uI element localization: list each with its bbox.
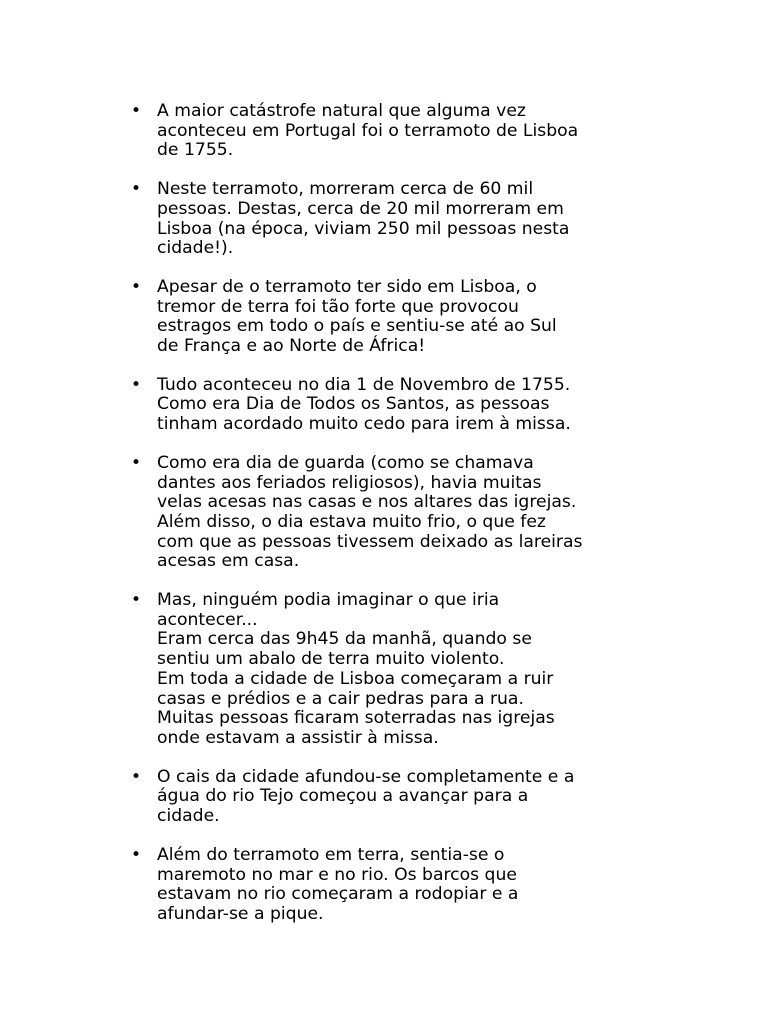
bullet-text (157, 102, 677, 161)
text-line: água do rio Tejo começou a avançar para a (157, 786, 529, 807)
bullet-text (157, 768, 677, 827)
bullet-item-4 (0, 376, 768, 435)
bullet-text (157, 278, 677, 357)
text-line: Além disso, o dia estava muito frio, o que fez (157, 511, 546, 532)
text-line: casas e prédios e a cair pedras para a rua. (157, 688, 524, 709)
text-line: velas acesas nas casas e nos altares das igrejas. (157, 492, 577, 513)
bullet-text (157, 591, 677, 749)
text-line: Como era dia de guarda (como se chamava (157, 452, 534, 473)
text-line: O cais da cidade afundou-se completamente e a (157, 766, 575, 787)
text-line: tinham acordado muito cedo para irem à missa. (157, 414, 571, 435)
bullet-item-6 (0, 591, 768, 749)
text-line: de França e ao Norte de África! (157, 336, 426, 357)
bullet-item-3 (0, 278, 768, 357)
bullet-icon: • (131, 844, 142, 865)
bullet-item-5 (0, 454, 768, 572)
text-line: com que as pessoas tivessem deixado as lareiras (157, 531, 583, 552)
text-line: estavam no rio começaram a rodopiar e a (157, 884, 519, 905)
text-line: estragos em todo o país e sentiu-se até ao Sul (157, 316, 557, 337)
text-line: Muitas pessoas ficaram soterradas nas igrejas (157, 708, 555, 729)
bullet-text (157, 846, 677, 925)
bullet-icon: • (131, 452, 142, 473)
text-line: Lisboa (na época, viviam 250 mil pessoas nesta (157, 218, 570, 239)
text-line: Neste terramoto, morreram cerca de 60 mil (157, 179, 534, 200)
text-line: A maior catástrofe natural que alguma vez (157, 101, 526, 121)
bullet-list (0, 102, 768, 944)
text-line: pessoas. Destas, cerca de 20 mil morreram em (157, 198, 564, 219)
text-line: acontecer... (157, 609, 258, 630)
bullet-item-1 (0, 102, 768, 161)
bullet-icon: • (131, 766, 142, 787)
bullet-item-2 (0, 180, 768, 259)
bullet-icon: • (131, 374, 142, 395)
bullet-text (157, 376, 677, 435)
text-line: Além do terramoto em terra, sentia-se o (157, 844, 505, 865)
bullet-text (157, 180, 677, 259)
text-line: Em toda a cidade de Lisboa começaram a ruir (157, 668, 554, 689)
bullet-icon: • (131, 590, 142, 611)
text-line: sentiu um abalo de terra muito violento. (157, 649, 505, 670)
bullet-icon: • (131, 276, 142, 297)
bullet-item-8 (0, 846, 768, 925)
bullet-text (157, 454, 677, 572)
text-line: Eram cerca das 9h45 da manhã, quando se (157, 629, 532, 650)
text-line: aconteceu em Portugal foi o terramoto de Lisboa (157, 120, 579, 141)
text-line: tremor de terra foi tão forte que provocou (157, 296, 519, 317)
text-line: Tudo aconteceu no dia 1 de Novembro de 1755. (157, 374, 571, 395)
text-line: dantes aos feriados religiosos), havia muitas (157, 472, 542, 493)
text-line: Como era Dia de Todos os Santos, as pessoas (157, 394, 550, 415)
text-line: Apesar de o terramoto ter sido em Lisboa, o (157, 276, 537, 297)
bullet-icon: • (131, 101, 142, 121)
bullet-icon: • (131, 179, 142, 200)
text-line: cidade. (157, 806, 220, 827)
text-line: de 1755. (157, 140, 234, 161)
text-line: Mas, ninguém podia imaginar o que iria (157, 590, 500, 611)
text-line: acesas em casa. (157, 551, 300, 572)
text-line: maremoto no mar e no rio. Os barcos que (157, 864, 517, 885)
text-line: onde estavam a assistir à missa. (157, 727, 439, 748)
bullet-item-7 (0, 768, 768, 827)
text-line: cidade!). (157, 238, 234, 259)
text-line: afundar-se a pique. (157, 903, 324, 924)
